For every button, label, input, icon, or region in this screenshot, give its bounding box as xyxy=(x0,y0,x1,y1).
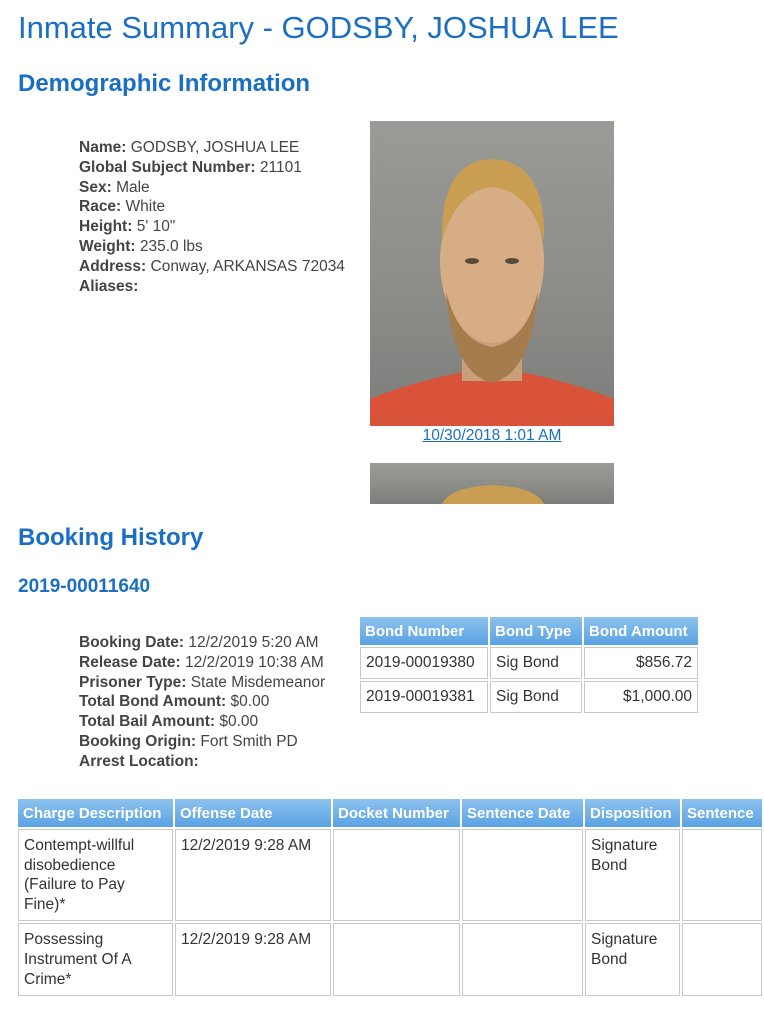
address-row: Address: Conway, ARKANSAS 72034 xyxy=(79,257,345,275)
bond-amount-cell: $1,000.00 xyxy=(584,681,698,713)
height-value: 5' 10" xyxy=(136,218,176,236)
global-subject-number-row: Global Subject Number: 21101 xyxy=(79,158,302,176)
person-silhouette-icon xyxy=(370,121,614,426)
disposition-cell: Signature Bond xyxy=(585,923,680,996)
height-row: Height: 5' 10" xyxy=(79,218,176,236)
docket-number-cell xyxy=(333,829,460,921)
table-row xyxy=(360,647,698,679)
bond-type-header: Bond Type xyxy=(490,617,582,645)
booking-date-row: Booking Date: 12/2/2019 5:20 AM xyxy=(79,634,319,651)
arrest-location-row: Arrest Location: xyxy=(79,752,199,770)
bond-number-cell: 2019-00019381 xyxy=(360,681,488,713)
total-bail-amount-row: Total Bail Amount: $0.00 xyxy=(79,713,259,731)
sentence-date-cell xyxy=(462,829,583,921)
booking-number: 2019-00011640 xyxy=(18,576,151,597)
bond-type-cell: Sig Bond xyxy=(490,681,582,713)
charge-table-header xyxy=(18,799,762,827)
sex-value: Male xyxy=(116,178,150,196)
sentence-date-header: Sentence Date xyxy=(462,799,583,827)
offense-date-cell: 12/2/2019 9:28 AM xyxy=(175,829,331,921)
bond-type-cell: Sig Bond xyxy=(490,647,582,679)
booking-date-value: 12/2/2019 5:20 AM xyxy=(188,634,319,651)
mugshot-date-link[interactable]: 10/30/2018 1:01 AM xyxy=(422,427,562,444)
name-value: GODSBY, JOSHUA LEE xyxy=(130,139,300,156)
disposition-header: Disposition xyxy=(585,799,680,827)
demographic-heading: Demographic Information xyxy=(18,70,311,97)
sentence-date-cell xyxy=(462,923,583,996)
prisoner-type-value: State Misdemeanor xyxy=(190,673,326,691)
aliases-row: Aliases: xyxy=(79,277,139,295)
bond-table xyxy=(358,615,700,715)
sentence-header: Sentence xyxy=(682,799,762,827)
bond-amount-header: Bond Amount xyxy=(584,617,698,645)
table-row xyxy=(360,681,698,713)
booking-origin-row: Booking Origin: Fort Smith PD xyxy=(79,732,298,750)
mugshot-photo-secondary[interactable] xyxy=(370,463,614,504)
release-date-row: Release Date: 12/2/2019 10:38 AM xyxy=(79,653,324,671)
mugshot-photo[interactable] xyxy=(370,121,614,426)
offense-date-cell: 12/2/2019 9:28 AM xyxy=(175,923,331,996)
demographic-info xyxy=(79,138,345,296)
bond-number-header: Bond Number xyxy=(360,617,488,645)
name-row: Name: GODSBY, JOSHUA LEE xyxy=(79,139,300,156)
sentence-cell xyxy=(682,829,762,921)
offense-date-header: Offense Date xyxy=(175,799,331,827)
docket-number-header: Docket Number xyxy=(333,799,460,827)
bond-number-cell: 2019-00019380 xyxy=(360,647,488,679)
charge-description-cell: Contempt-willful disobedience (Failure to Pay Fine)* xyxy=(18,829,173,921)
address-value: Conway, ARKANSAS 72034 xyxy=(150,257,345,275)
sentence-cell xyxy=(682,923,762,996)
race-row: Race: White xyxy=(79,198,166,216)
booking-origin-value: Fort Smith PD xyxy=(200,732,298,750)
weight-value: 235.0 lbs xyxy=(139,237,203,255)
race-value: White xyxy=(125,198,166,216)
sex-row: Sex: Male xyxy=(79,178,150,196)
bond-amount-cell: $856.72 xyxy=(584,647,698,679)
booking-info xyxy=(79,633,325,772)
charge-table xyxy=(16,797,764,998)
total-bond-amount-row: Total Bond Amount: $0.00 xyxy=(79,693,270,711)
booking-history-heading: Booking History xyxy=(18,524,204,551)
prisoner-type-row: Prisoner Type: State Misdemeanor xyxy=(79,673,326,691)
table-row xyxy=(18,923,762,996)
charge-table-viewport[interactable] xyxy=(0,780,754,1014)
release-date-value: 12/2/2019 10:38 AM xyxy=(184,653,324,671)
weight-row: Weight: 235.0 lbs xyxy=(79,237,203,255)
page-title: Inmate Summary - GODSBY, JOSHUA LEE xyxy=(18,10,619,45)
disposition-cell: Signature Bond xyxy=(585,829,680,921)
charge-description-header: Charge Description xyxy=(18,799,173,827)
docket-number-cell xyxy=(333,923,460,996)
total-bail-amount-value: $0.00 xyxy=(219,713,259,731)
charge-description-cell: Possessing Instrument Of A Crime* xyxy=(18,923,173,996)
person-silhouette-icon xyxy=(370,463,614,504)
global-subject-number-value: 21101 xyxy=(259,158,302,176)
table-row xyxy=(18,829,762,921)
bond-table-header xyxy=(360,617,698,645)
total-bond-amount-value: $0.00 xyxy=(230,693,270,711)
